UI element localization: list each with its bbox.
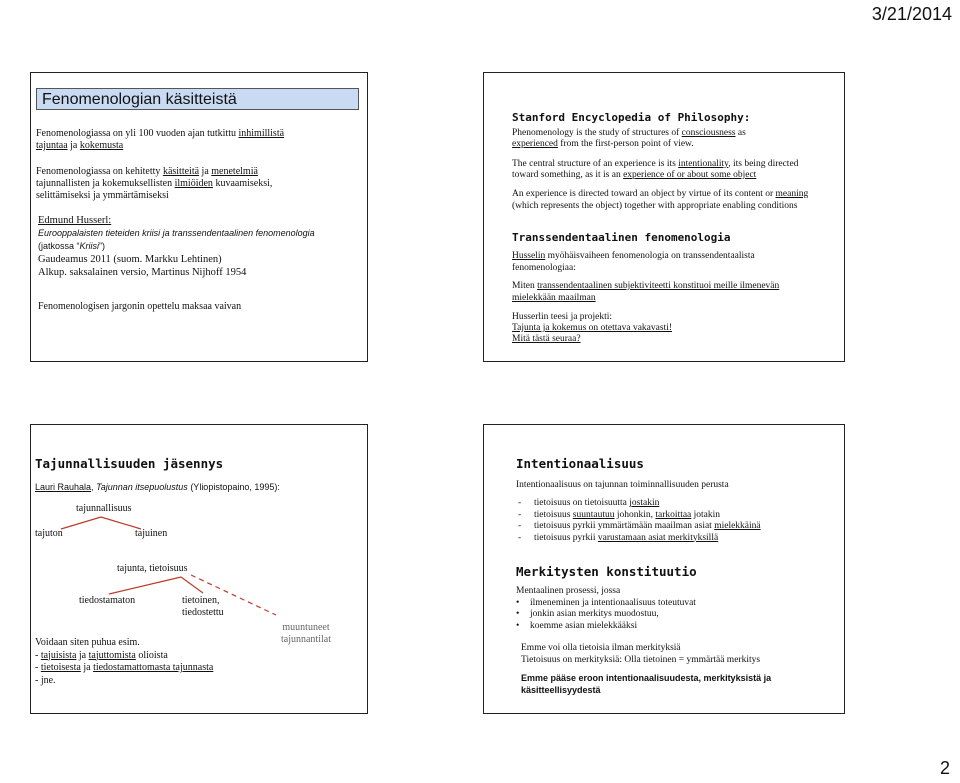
jargon-note: Fenomenologisen jargonin opettelu maksaa vaivan — [38, 301, 242, 312]
edge-tiedostamaton — [109, 577, 181, 594]
edge-tajuton — [61, 517, 101, 529]
list-item: • ilmeneminen ja intentionaalisuus toteutuvat — [516, 598, 696, 610]
heading-jasennys: Tajunnallisuuden jäsennys — [35, 456, 224, 471]
intentionality-intro: Intentionaalisuus on tajunnan toiminnallisuuden perusta — [516, 480, 729, 490]
list-item: - tietoisuus suuntautuu johonkin, tarkoittaa jotakin — [516, 510, 761, 522]
examples-list: Voidaan siten puhua esim. - tajuisista ja tajuttomista olioista - tietoisesta ja tiedostamattomasta tajunnasta - jne. — [35, 637, 214, 686]
slide-fenomenologian-kasitteista — [30, 72, 368, 362]
list-item: • jonkin asian merkitys muodostuu, — [516, 609, 696, 621]
heading-intentionaalisuus: Intentionaalisuus — [516, 456, 644, 471]
heading-merkitysten-konstituutio: Merkitysten konstituutio — [516, 564, 697, 579]
reference-husserl: Edmund Husserl: Eurooppalaisten tieteiden kriisi ja transsendentaalinen fenomenologia (jatkossa “Kriisi”) Gaudeamus 2011 (suom. Markku Lehtinen) Alkup. saksalainen versio, Martinus Nijhoff 1954 — [38, 215, 315, 278]
list-item: • koemme asian mielekkääksi — [516, 621, 696, 633]
reference-rauhala: Lauri Rauhala, Tajunnan itsepuolustus (Yliopistopaino, 1995): — [35, 482, 280, 492]
node-tajuinen: tajuinen — [135, 528, 168, 539]
intentionality-paragraph: The central structure of an experience is its intentionality, its being directed toward something, as it is an experience of or about some object — [512, 159, 799, 180]
husserl-late-paragraph: Husselin myöhäisvaiheen fenomenologia on transsendentaalista fenomenologiaa: — [512, 251, 755, 273]
intentionality-list — [516, 498, 761, 544]
constitution-section: Mentaalinen prosessi, jossa • ilmeneminen ja intentionaalisuus toteutuvat • jonkin asian merkitys muodostuu, • koemme asian mielekkääksi — [516, 586, 696, 632]
node-muuntuneet-tajunnantilat: muuntuneet tajunnantilat — [281, 622, 331, 645]
slide-intentionaalisuus — [483, 424, 845, 714]
paragraph-intro: Fenomenologiassa on yli 100 vuoden ajan tutkittu inhimillistä tajuntaa ja kokemusta — [36, 128, 285, 151]
list-item: - tietoisuus on tietoisuutta jostakin — [516, 498, 761, 510]
constitution-paragraph: Miten transsendentaalinen subjektiviteetti konstituoi meille ilmenevän mielekkään maailman — [512, 281, 780, 303]
node-tajunta-tietoisuus: tajunta, tietoisuus — [117, 563, 188, 574]
content-paragraph: An experience is directed toward an object by virtue of its content or meaning (which represents the object) together with appropriate enabling conditions — [512, 189, 809, 211]
thesis-paragraph: Husserlin teesi ja projekti: Tajunta ja kokemus on otettava vakavasti! Mitä tästä seuraa? — [512, 312, 672, 344]
slide-tajunnallisuuden-jasennys — [30, 424, 368, 714]
list-item: - tietoisuus pyrkii varustamaan asiat merkityksillä — [516, 533, 761, 545]
node-tajuton: tajuton — [35, 528, 63, 539]
node-tietoinen: tietoinen, tiedostettu — [182, 595, 224, 618]
paragraph-concepts: Fenomenologiassa on kehitetty käsitteitä ja menetelmiä tajunnallisten ja kokemuksellisten ilmiöiden kuvaamiseksi, selittämiseksi ja ymmärtämiseksi — [36, 166, 273, 201]
conclusion-paragraph: Emme pääse eroon intentionaalisuudesta, merkityksistä ja käsitteellisyydestä — [521, 673, 772, 695]
date-header: 3/21/2014 — [871, 4, 952, 24]
slide-title: Fenomenologian käsitteistä — [36, 88, 359, 110]
constitution-list — [516, 598, 696, 633]
meaning-paragraph: Emme voi olla tietoisia ilman merkityksiä Tietoisuus on merkityksiä: Olla tietoinen = ymmärtää merkitys — [521, 643, 761, 665]
definition-paragraph: Phenomenology is the study of structures of consciousness as experienced from the first-person point of view. — [512, 128, 746, 149]
heading-transsendentaalinen: Transsendentaalinen fenomenologia — [512, 231, 731, 244]
node-tajunnallisuus: tajunnallisuus — [76, 503, 132, 514]
list-item: - tietoisuus pyrkii ymmärtämään maailman asiat mielekkäinä — [516, 521, 761, 533]
heading-stanford: Stanford Encyclopedia of Philosophy: — [512, 111, 751, 124]
node-tiedostamaton: tiedostamaton — [79, 595, 136, 606]
slide-stanford-encyclopedia — [483, 72, 845, 362]
page-number: 2 — [939, 758, 950, 778]
